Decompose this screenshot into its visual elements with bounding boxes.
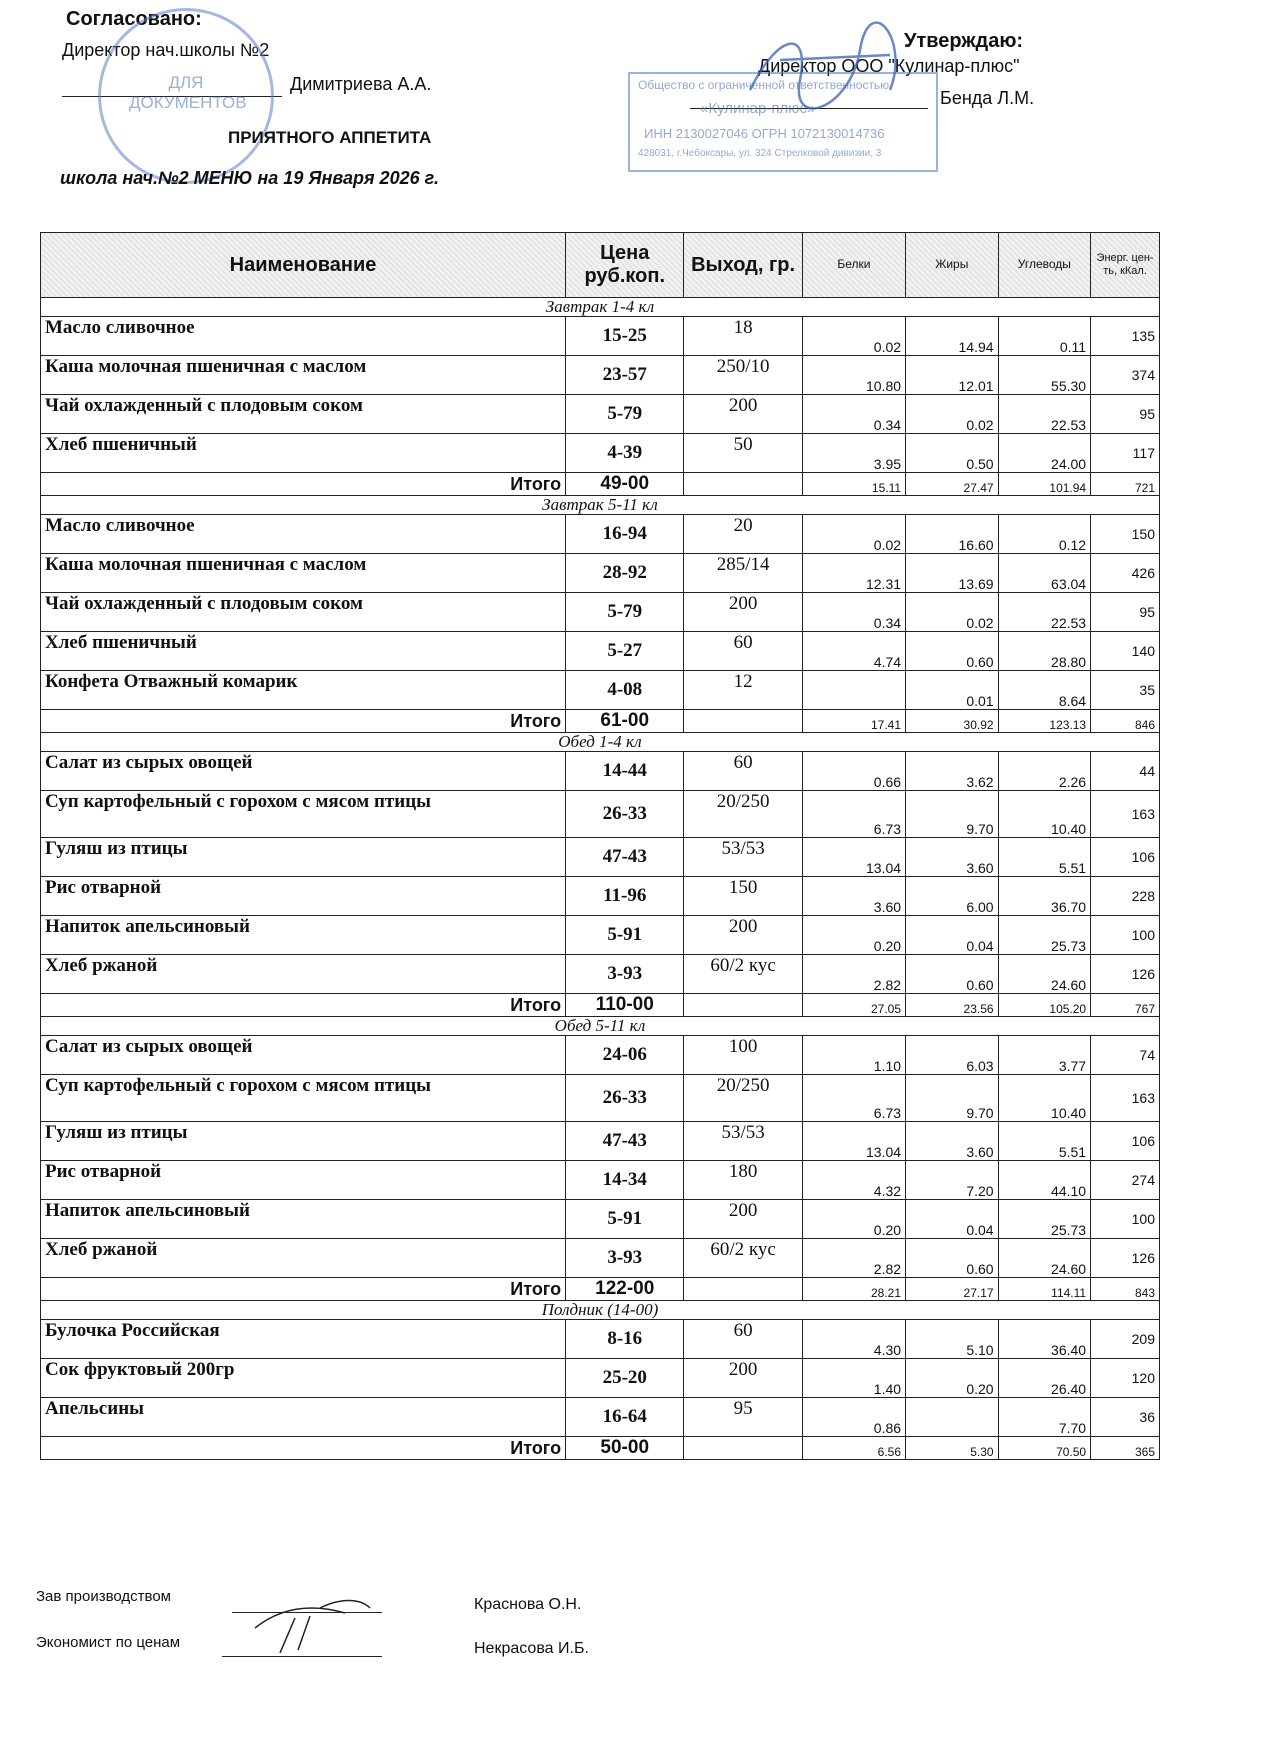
item-protein: 12.31: [802, 554, 905, 593]
menu-item-row: [41, 593, 1160, 632]
total-yield: [684, 1278, 802, 1301]
item-name: Гуляш из птицы: [41, 838, 566, 877]
item-protein: 2.82: [802, 1239, 905, 1278]
item-kcal: 426: [1091, 554, 1160, 593]
item-yield: 60: [684, 752, 802, 791]
item-yield: 180: [684, 1161, 802, 1200]
item-fat: 5.10: [906, 1320, 999, 1359]
item-fat: 9.70: [906, 1075, 999, 1122]
item-protein: 6.73: [802, 791, 905, 838]
total-kcal: 721: [1091, 473, 1160, 496]
item-fat: 0.04: [906, 1200, 999, 1239]
item-name: Чай охлажденный с плодовым соком: [41, 395, 566, 434]
item-price: 5-79: [566, 593, 684, 632]
menu-item-row: [41, 434, 1160, 473]
menu-item-row: [41, 632, 1160, 671]
item-yield: 18: [684, 317, 802, 356]
production-signature: [250, 1588, 390, 1658]
approve-title: Утверждаю:: [904, 30, 1024, 52]
item-kcal: 140: [1091, 632, 1160, 671]
approve-name: Бенда Л.М.: [940, 88, 1035, 108]
rect-stamp-line2: «Кулинар-плюс»: [700, 100, 816, 117]
item-carbs: 22.53: [998, 593, 1091, 632]
production-name: Краснова О.Н.: [474, 1596, 582, 1613]
item-fat: 0.02: [906, 395, 999, 434]
menu-item-row: [41, 1036, 1160, 1075]
col-price: Цена руб.коп.: [566, 233, 684, 298]
menu-item-row: [41, 1239, 1160, 1278]
total-row: [41, 473, 1160, 496]
item-price: 3-93: [566, 955, 684, 994]
total-protein: 17.41: [802, 710, 905, 733]
menu-body: [41, 298, 1160, 1460]
menu-item-row: [41, 955, 1160, 994]
menu-title: школа нач.№2 МЕНЮ на 19 Января 2026 г.: [60, 168, 439, 188]
total-fat: 30.92: [906, 710, 999, 733]
agreed-name: Димитриева А.А.: [290, 74, 432, 94]
item-price: 14-44: [566, 752, 684, 791]
total-yield: [684, 1437, 802, 1460]
menu-item-row: [41, 1122, 1160, 1161]
item-protein: 6.73: [802, 1075, 905, 1122]
item-kcal: 95: [1091, 593, 1160, 632]
total-carbs: 70.50: [998, 1437, 1091, 1460]
total-label: Итого: [41, 1437, 566, 1460]
item-price: 16-64: [566, 1398, 684, 1437]
total-yield: [684, 473, 802, 496]
item-price: 11-96: [566, 877, 684, 916]
item-kcal: 44: [1091, 752, 1160, 791]
item-yield: 60: [684, 1320, 802, 1359]
item-name: Салат из сырых овощей: [41, 1036, 566, 1075]
item-protein: 4.74: [802, 632, 905, 671]
item-protein: 0.66: [802, 752, 905, 791]
section-title: Полдник (14-00): [41, 1301, 1160, 1320]
menu-item-row: [41, 838, 1160, 877]
item-kcal: 228: [1091, 877, 1160, 916]
total-protein: 6.56: [802, 1437, 905, 1460]
item-name: Апельсины: [41, 1398, 566, 1437]
item-price: 5-79: [566, 395, 684, 434]
item-price: 5-27: [566, 632, 684, 671]
item-protein: 0.20: [802, 1200, 905, 1239]
menu-item-row: [41, 1320, 1160, 1359]
item-kcal: 374: [1091, 356, 1160, 395]
item-kcal: 163: [1091, 1075, 1160, 1122]
item-kcal: 163: [1091, 791, 1160, 838]
menu-item-row: [41, 877, 1160, 916]
item-carbs: 36.70: [998, 877, 1091, 916]
item-yield: 100: [684, 1036, 802, 1075]
item-price: 5-91: [566, 916, 684, 955]
item-yield: 20: [684, 515, 802, 554]
item-protein: 13.04: [802, 1122, 905, 1161]
item-name: Хлеб пшеничный: [41, 632, 566, 671]
item-protein: 4.30: [802, 1320, 905, 1359]
item-name: Напиток апельсиновый: [41, 1200, 566, 1239]
menu-item-row: [41, 356, 1160, 395]
item-price: 28-92: [566, 554, 684, 593]
item-kcal: 150: [1091, 515, 1160, 554]
item-carbs: 7.70: [998, 1398, 1091, 1437]
item-carbs: 5.51: [998, 838, 1091, 877]
table-header-row: [41, 233, 1160, 298]
item-protein: 0.20: [802, 916, 905, 955]
item-yield: 200: [684, 1200, 802, 1239]
item-fat: 16.60: [906, 515, 999, 554]
item-fat: 13.69: [906, 554, 999, 593]
item-name: Масло сливочное: [41, 317, 566, 356]
item-kcal: 100: [1091, 1200, 1160, 1239]
item-carbs: 3.77: [998, 1036, 1091, 1075]
item-fat: 0.01: [906, 671, 999, 710]
item-protein: 3.95: [802, 434, 905, 473]
item-protein: [802, 671, 905, 710]
menu-item-row: [41, 1161, 1160, 1200]
item-carbs: 10.40: [998, 1075, 1091, 1122]
item-price: 8-16: [566, 1320, 684, 1359]
total-price: 122-00: [566, 1278, 684, 1301]
item-price: 5-91: [566, 1200, 684, 1239]
item-name: Булочка Российская: [41, 1320, 566, 1359]
total-label: Итого: [41, 710, 566, 733]
total-fat: 27.47: [906, 473, 999, 496]
item-kcal: 274: [1091, 1161, 1160, 1200]
item-protein: 3.60: [802, 877, 905, 916]
total-kcal: 843: [1091, 1278, 1160, 1301]
item-protein: 13.04: [802, 838, 905, 877]
item-carbs: 55.30: [998, 356, 1091, 395]
item-protein: 4.32: [802, 1161, 905, 1200]
section-row: [41, 496, 1160, 515]
item-fat: 14.94: [906, 317, 999, 356]
item-carbs: 0.12: [998, 515, 1091, 554]
item-fat: 3.60: [906, 1122, 999, 1161]
total-price: 49-00: [566, 473, 684, 496]
item-name: Рис отварной: [41, 1161, 566, 1200]
item-carbs: 2.26: [998, 752, 1091, 791]
item-carbs: 24.60: [998, 1239, 1091, 1278]
item-yield: 50: [684, 434, 802, 473]
item-price: 4-39: [566, 434, 684, 473]
agreed-title: Согласовано:: [66, 8, 202, 30]
item-fat: 3.62: [906, 752, 999, 791]
item-price: 15-25: [566, 317, 684, 356]
item-carbs: 5.51: [998, 1122, 1091, 1161]
total-protein: 28.21: [802, 1278, 905, 1301]
item-kcal: 36: [1091, 1398, 1160, 1437]
total-row: [41, 710, 1160, 733]
item-yield: 60/2 кус: [684, 955, 802, 994]
item-carbs: 24.60: [998, 955, 1091, 994]
item-name: Хлеб ржаной: [41, 1239, 566, 1278]
total-yield: [684, 710, 802, 733]
approve-position: Директор ООО "Кулинар-плюс": [758, 56, 1020, 76]
item-carbs: 0.11: [998, 317, 1091, 356]
total-price: 110-00: [566, 994, 684, 1017]
item-price: 26-33: [566, 791, 684, 838]
total-fat: 27.17: [906, 1278, 999, 1301]
item-protein: 10.80: [802, 356, 905, 395]
item-kcal: 120: [1091, 1359, 1160, 1398]
item-kcal: 209: [1091, 1320, 1160, 1359]
item-fat: 9.70: [906, 791, 999, 838]
item-carbs: 24.00: [998, 434, 1091, 473]
menu-item-row: [41, 916, 1160, 955]
rect-stamp-line1: Общество с ограниченной ответственностью: [638, 78, 890, 92]
item-kcal: 35: [1091, 671, 1160, 710]
menu-item-row: [41, 554, 1160, 593]
item-yield: 200: [684, 1359, 802, 1398]
item-yield: 53/53: [684, 838, 802, 877]
economist-label: Экономист по ценам: [36, 1634, 181, 1651]
item-name: Салат из сырых овощей: [41, 752, 566, 791]
item-protein: 0.86: [802, 1398, 905, 1437]
item-yield: 53/53: [684, 1122, 802, 1161]
section-row: [41, 1017, 1160, 1036]
item-protein: 0.34: [802, 395, 905, 434]
item-carbs: 25.73: [998, 916, 1091, 955]
item-fat: 0.02: [906, 593, 999, 632]
item-name: Рис отварной: [41, 877, 566, 916]
item-yield: 200: [684, 916, 802, 955]
item-yield: 150: [684, 877, 802, 916]
total-fat: 5.30: [906, 1437, 999, 1460]
menu-item-row: [41, 1200, 1160, 1239]
section-title: Завтрак 5-11 кл: [41, 496, 1160, 515]
item-name: Гуляш из птицы: [41, 1122, 566, 1161]
round-stamp-text: ДЛЯ ДОКУМЕНТОВ: [129, 73, 247, 112]
item-kcal: 117: [1091, 434, 1160, 473]
item-yield: 60: [684, 632, 802, 671]
item-kcal: 74: [1091, 1036, 1160, 1075]
item-price: 4-08: [566, 671, 684, 710]
item-kcal: 106: [1091, 838, 1160, 877]
menu-item-row: [41, 1359, 1160, 1398]
col-fat: Жиры: [906, 233, 999, 298]
item-fat: 6.00: [906, 877, 999, 916]
item-name: Конфета Отважный комарик: [41, 671, 566, 710]
menu-item-row: [41, 1398, 1160, 1437]
item-name: Каша молочная пшеничная с маслом: [41, 356, 566, 395]
item-carbs: 22.53: [998, 395, 1091, 434]
item-name: Суп картофельный с горохом с мясом птицы: [41, 1075, 566, 1122]
item-protein: 1.40: [802, 1359, 905, 1398]
menu-item-row: [41, 791, 1160, 838]
total-row: [41, 1278, 1160, 1301]
item-price: 47-43: [566, 1122, 684, 1161]
total-protein: 27.05: [802, 994, 905, 1017]
item-price: 16-94: [566, 515, 684, 554]
item-price: 3-93: [566, 1239, 684, 1278]
item-carbs: 44.10: [998, 1161, 1091, 1200]
menu-item-row: [41, 515, 1160, 554]
item-carbs: 28.80: [998, 632, 1091, 671]
col-carbs: Углеводы: [998, 233, 1091, 298]
menu-item-row: [41, 395, 1160, 434]
item-yield: 95: [684, 1398, 802, 1437]
col-name: Наименование: [41, 233, 566, 298]
item-kcal: 126: [1091, 1239, 1160, 1278]
section-title: Обед 1-4 кл: [41, 733, 1160, 752]
item-yield: 60/2 кус: [684, 1239, 802, 1278]
total-carbs: 123.13: [998, 710, 1091, 733]
item-fat: 6.03: [906, 1036, 999, 1075]
total-row: [41, 1437, 1160, 1460]
total-carbs: 114.11: [998, 1278, 1091, 1301]
item-carbs: 26.40: [998, 1359, 1091, 1398]
menu-item-row: [41, 317, 1160, 356]
item-carbs: 8.64: [998, 671, 1091, 710]
total-label: Итого: [41, 473, 566, 496]
col-energy: Энерг. цен-ть, кКал.: [1091, 233, 1160, 298]
item-carbs: 36.40: [998, 1320, 1091, 1359]
item-carbs: 25.73: [998, 1200, 1091, 1239]
item-protein: 2.82: [802, 955, 905, 994]
item-fat: 0.04: [906, 916, 999, 955]
total-kcal: 767: [1091, 994, 1160, 1017]
item-yield: 20/250: [684, 791, 802, 838]
item-yield: 250/10: [684, 356, 802, 395]
total-price: 61-00: [566, 710, 684, 733]
item-carbs: 63.04: [998, 554, 1091, 593]
item-protein: 0.02: [802, 317, 905, 356]
menu-item-row: [41, 1075, 1160, 1122]
economist-name: Некрасова И.Б.: [474, 1640, 589, 1657]
total-yield: [684, 994, 802, 1017]
greeting: ПРИЯТНОГО АППЕТИТА: [228, 128, 432, 147]
item-price: 14-34: [566, 1161, 684, 1200]
item-price: 23-57: [566, 356, 684, 395]
total-label: Итого: [41, 1278, 566, 1301]
item-yield: 200: [684, 593, 802, 632]
item-yield: 200: [684, 395, 802, 434]
section-row: [41, 298, 1160, 317]
item-price: 47-43: [566, 838, 684, 877]
director-signature: [740, 20, 930, 120]
item-kcal: 95: [1091, 395, 1160, 434]
item-fat: 0.20: [906, 1359, 999, 1398]
item-fat: 12.01: [906, 356, 999, 395]
item-yield: 20/250: [684, 1075, 802, 1122]
item-protein: 1.10: [802, 1036, 905, 1075]
item-name: Сок фруктовый 200гр: [41, 1359, 566, 1398]
item-fat: 0.60: [906, 632, 999, 671]
total-kcal: 365: [1091, 1437, 1160, 1460]
menu-item-row: [41, 671, 1160, 710]
item-fat: [906, 1398, 999, 1437]
item-yield: 12: [684, 671, 802, 710]
item-price: 25-20: [566, 1359, 684, 1398]
rect-stamp-line4: 428031, г.Чебоксары, ул. 324 Стрелковой дивизии, 3: [638, 148, 882, 159]
item-name: Хлеб пшеничный: [41, 434, 566, 473]
item-fat: 0.50: [906, 434, 999, 473]
item-name: Каша молочная пшеничная с маслом: [41, 554, 566, 593]
agreed-position: Директор нач.школы №2: [62, 40, 270, 60]
item-kcal: 135: [1091, 317, 1160, 356]
round-stamp: [98, 8, 274, 184]
item-protein: 0.02: [802, 515, 905, 554]
item-carbs: 10.40: [998, 791, 1091, 838]
menu-item-row: [41, 752, 1160, 791]
rect-stamp-line3: ИНН 2130027046 ОГРН 1072130014736: [644, 126, 885, 141]
production-label: Зав производством: [36, 1588, 171, 1605]
total-kcal: 846: [1091, 710, 1160, 733]
item-protein: 0.34: [802, 593, 905, 632]
item-fat: 7.20: [906, 1161, 999, 1200]
total-label: Итого: [41, 994, 566, 1017]
total-carbs: 105.20: [998, 994, 1091, 1017]
item-name: Суп картофельный с горохом с мясом птицы: [41, 791, 566, 838]
item-kcal: 106: [1091, 1122, 1160, 1161]
section-row: [41, 1301, 1160, 1320]
item-name: Масло сливочное: [41, 515, 566, 554]
item-name: Чай охлажденный с плодовым соком: [41, 593, 566, 632]
total-fat: 23.56: [906, 994, 999, 1017]
item-kcal: 126: [1091, 955, 1160, 994]
item-price: 26-33: [566, 1075, 684, 1122]
col-protein: Белки: [802, 233, 905, 298]
section-title: Завтрак 1-4 кл: [41, 298, 1160, 317]
total-price: 50-00: [566, 1437, 684, 1460]
item-fat: 0.60: [906, 1239, 999, 1278]
total-row: [41, 994, 1160, 1017]
total-protein: 15.11: [802, 473, 905, 496]
menu-table: [40, 232, 1160, 1460]
section-title: Обед 5-11 кл: [41, 1017, 1160, 1036]
item-price: 24-06: [566, 1036, 684, 1075]
col-yield: Выход, гр.: [684, 233, 802, 298]
section-row: [41, 733, 1160, 752]
item-fat: 0.60: [906, 955, 999, 994]
item-fat: 3.60: [906, 838, 999, 877]
total-carbs: 101.94: [998, 473, 1091, 496]
item-name: Напиток апельсиновый: [41, 916, 566, 955]
item-name: Хлеб ржаной: [41, 955, 566, 994]
item-kcal: 100: [1091, 916, 1160, 955]
item-yield: 285/14: [684, 554, 802, 593]
